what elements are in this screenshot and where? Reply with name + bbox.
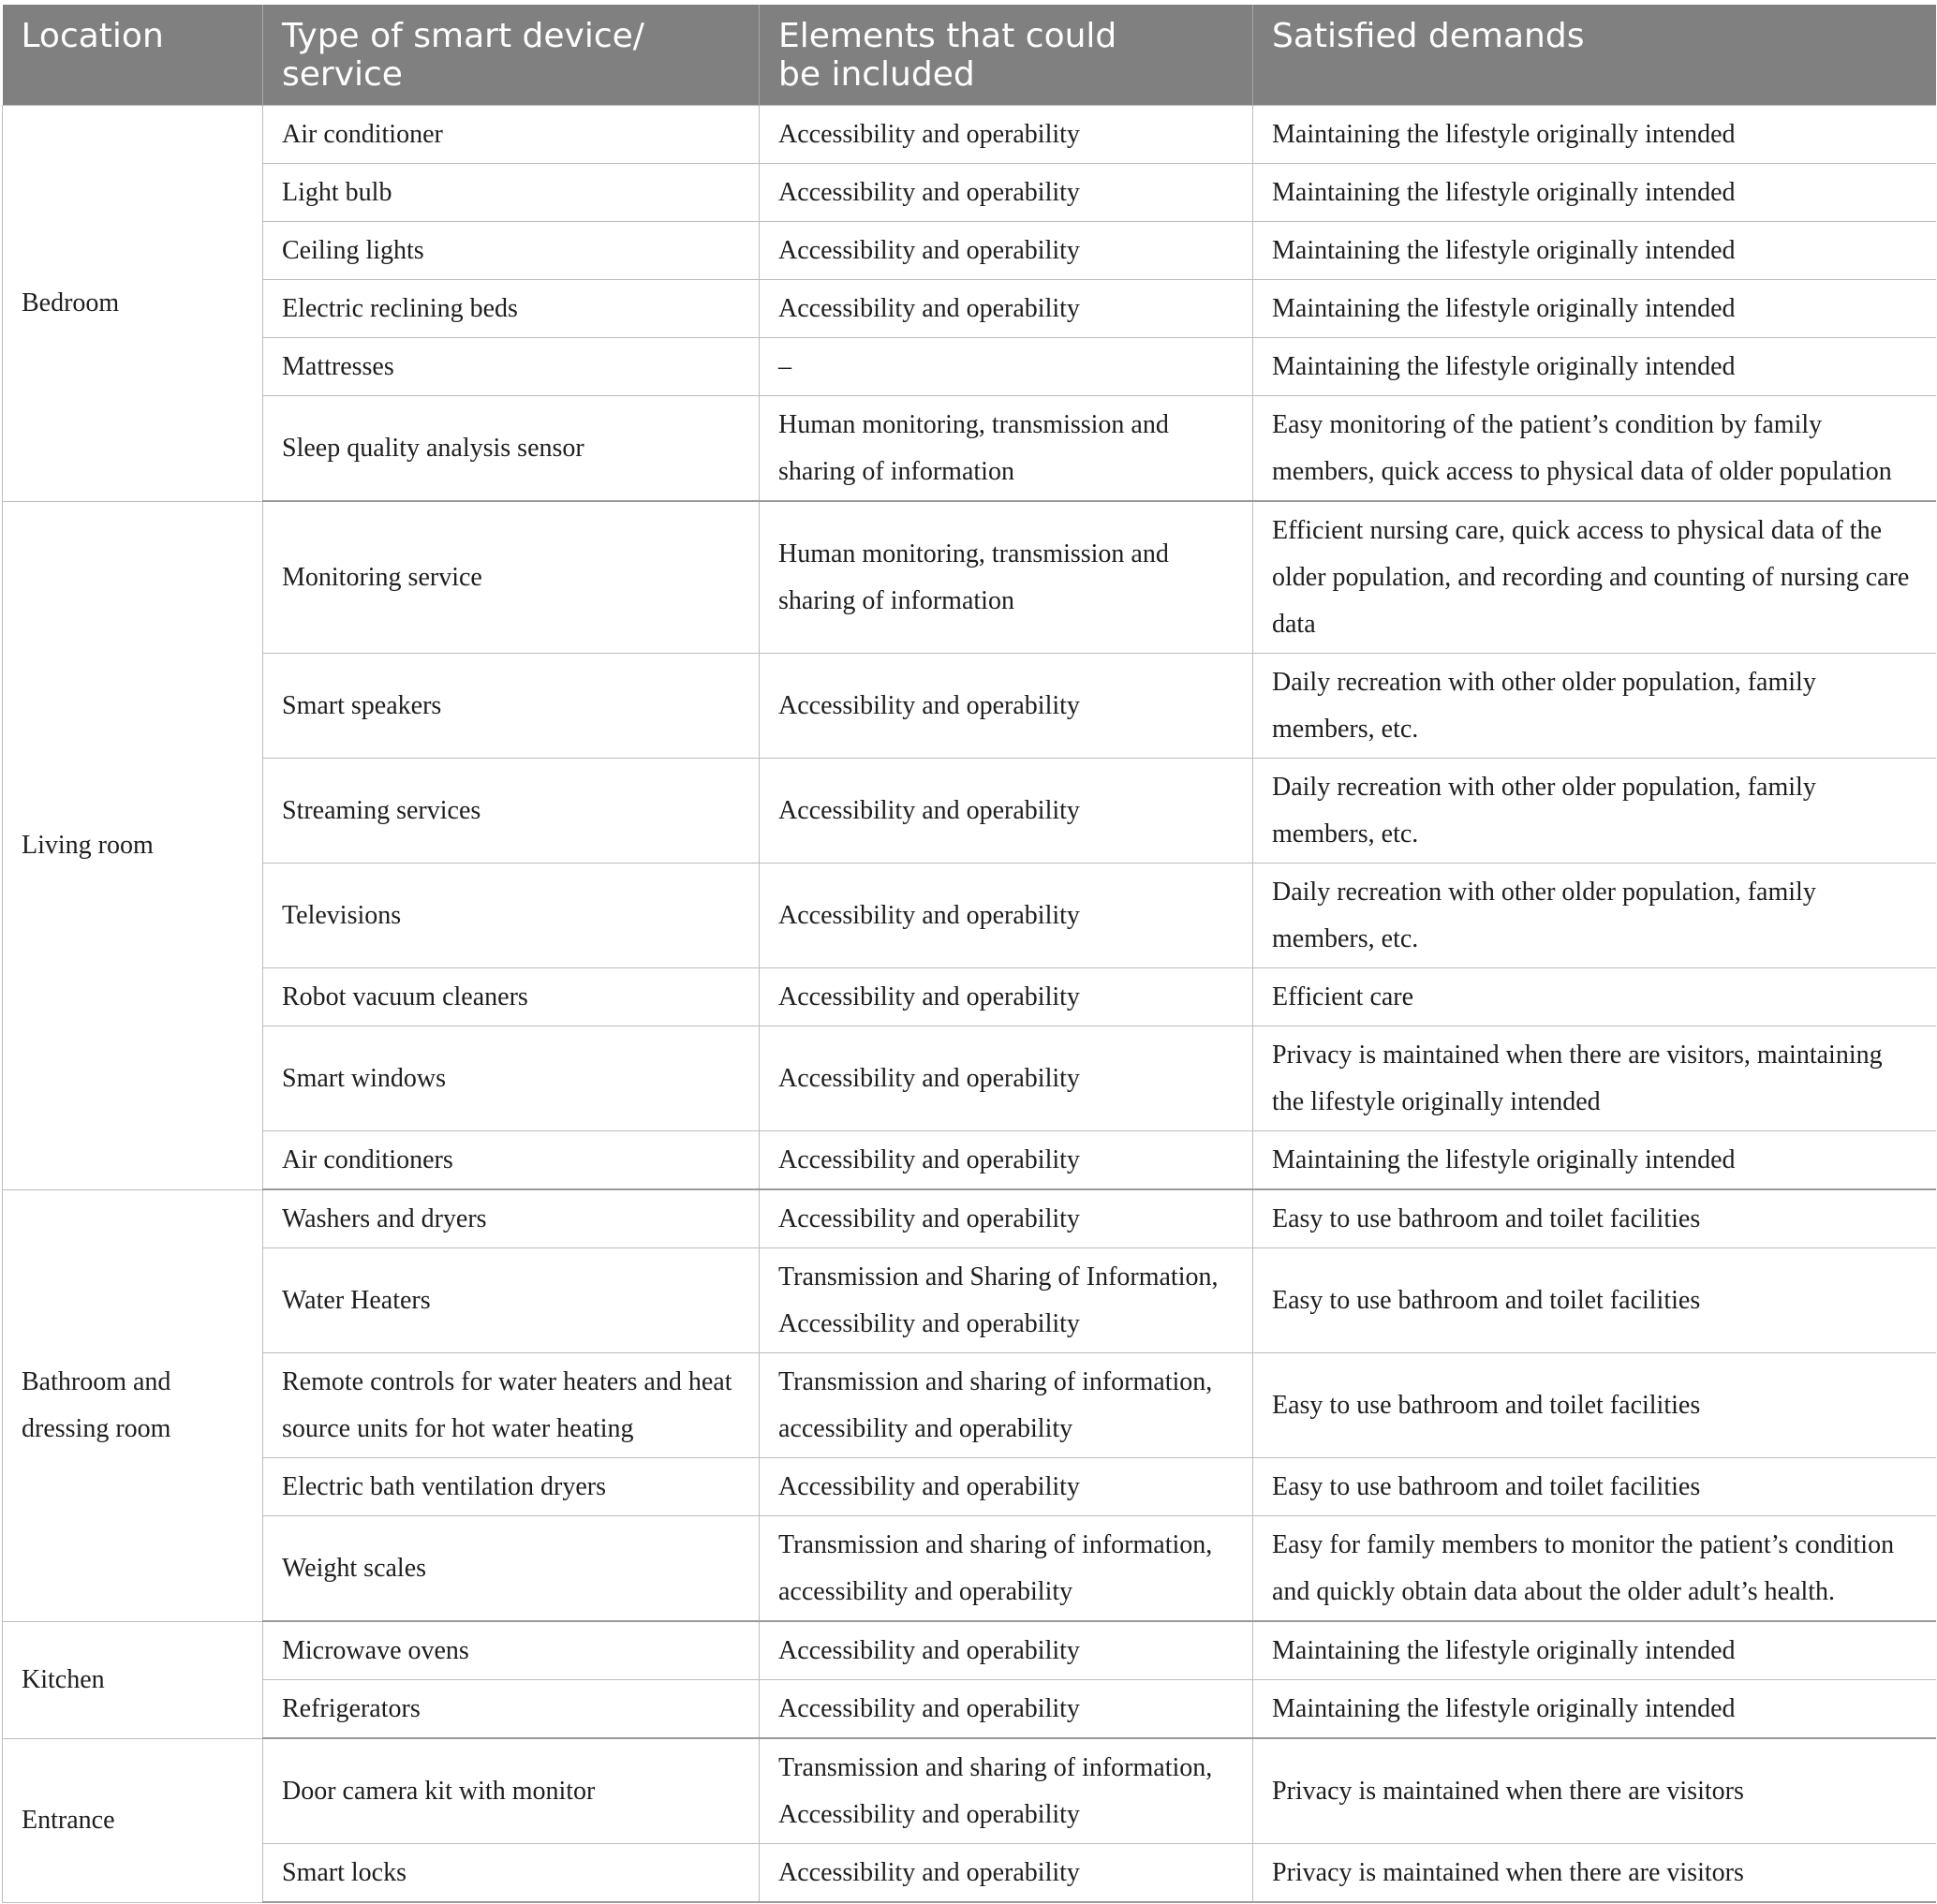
device-cell: Electric reclining beds [263,280,760,338]
demands-cell: Daily recreation with other older population, family members, etc. [1253,759,1936,863]
table-row [3,863,1936,968]
demands-cell: Maintaining the lifestyle originally intended [1253,222,1936,280]
location-cell-entrance: Entrance [3,1738,263,1902]
demands-cell: Efficient care [1253,968,1936,1026]
header-elements-line1: Elements that could [778,17,1117,55]
demands-cell: Easy monitoring of the patient’s condition by family members, quick access to physical data of older population [1253,396,1936,502]
table-row [3,396,1936,502]
device-cell: Remote controls for water heaters and heat source units for hot water heating [263,1353,760,1458]
table-row [3,968,1936,1026]
elements-cell: Human monitoring, transmission and sharing of information [760,396,1253,502]
smart-device-table [2,5,1936,1903]
table-row [3,1621,1936,1680]
device-cell: Smart windows [263,1026,760,1131]
device-cell: Ceiling lights [263,222,760,280]
table-row [3,1738,1936,1844]
table-row [3,1516,1936,1622]
location-cell-bathroom: Bathroom and dressing room [3,1189,263,1621]
elements-cell: Accessibility and operability [760,1621,1253,1680]
demands-cell: Privacy is maintained when there are visitors [1253,1844,1936,1903]
demands-cell: Efficient nursing care, quick access to physical data of the older population, and recording and counting of nursing care data [1253,501,1936,654]
device-cell: Washers and dryers [263,1189,760,1248]
elements-cell: Accessibility and operability [760,1458,1253,1516]
table-header [3,5,1936,106]
header-location [3,5,263,106]
elements-cell: Human monitoring, transmission and sharing of information [760,501,1253,654]
device-cell: Monitoring service [263,501,760,654]
header-elements [760,5,1253,106]
table-row [3,654,1936,759]
elements-cell: Accessibility and operability [760,759,1253,863]
elements-cell: – [760,338,1253,396]
elements-cell: Transmission and sharing of information, accessibility and operability [760,1516,1253,1622]
table-row [3,1844,1936,1903]
table-row [3,280,1936,338]
table-row [3,222,1936,280]
device-cell: Weight scales [263,1516,760,1622]
elements-cell: Accessibility and operability [760,164,1253,222]
demands-cell: Maintaining the lifestyle originally intended [1253,106,1936,164]
header-device-line2: service [282,55,403,94]
demands-cell: Maintaining the lifestyle originally intended [1253,1680,1936,1739]
device-cell: Air conditioners [263,1131,760,1190]
table-row [3,1026,1936,1131]
demands-cell: Privacy is maintained when there are visitors, maintaining the lifestyle originally intended [1253,1026,1936,1131]
elements-cell: Accessibility and operability [760,1026,1253,1131]
demands-cell: Maintaining the lifestyle originally intended [1253,164,1936,222]
demands-cell: Privacy is maintained when there are visitors [1253,1738,1936,1844]
device-cell: Refrigerators [263,1680,760,1739]
device-cell: Smart speakers [263,654,760,759]
demands-cell: Maintaining the lifestyle originally intended [1253,1131,1936,1190]
device-cell: Mattresses [263,338,760,396]
elements-cell: Transmission and sharing of information, Accessibility and operability [760,1738,1253,1844]
device-cell: Robot vacuum cleaners [263,968,760,1026]
elements-cell: Accessibility and operability [760,968,1253,1026]
device-cell: Sleep quality analysis sensor [263,396,760,502]
demands-cell: Easy to use bathroom and toilet facilities [1253,1189,1936,1248]
table-row [3,1680,1936,1739]
header-device-line1: Type of smart device/ [282,17,644,55]
table-row [3,759,1936,863]
demands-cell: Easy to use bathroom and toilet facilities [1253,1353,1936,1458]
demands-cell: Daily recreation with other older population, family members, etc. [1253,863,1936,968]
elements-cell: Accessibility and operability [760,863,1253,968]
elements-cell: Accessibility and operability [760,280,1253,338]
table-row [3,1131,1936,1190]
header-demands-text: Satisfied demands [1272,17,1585,55]
table-row [3,164,1936,222]
elements-cell: Accessibility and operability [760,654,1253,759]
demands-cell: Maintaining the lifestyle originally intended [1253,280,1936,338]
demands-cell: Easy to use bathroom and toilet facilities [1253,1248,1936,1353]
device-cell: Microwave ovens [263,1621,760,1680]
elements-cell: Accessibility and operability [760,106,1253,164]
header-device-type [263,5,760,106]
table-row [3,1353,1936,1458]
table-row [3,1458,1936,1516]
device-cell: Smart locks [263,1844,760,1903]
table-row [3,501,1936,654]
location-cell-bedroom: Bedroom [3,106,263,502]
demands-cell: Easy for family members to monitor the patient’s condition and quickly obtain data about the older adult’s health. [1253,1516,1936,1622]
device-cell: Water Heaters [263,1248,760,1353]
elements-cell: Accessibility and operability [760,1844,1253,1903]
elements-cell: Transmission and sharing of information, accessibility and operability [760,1353,1253,1458]
device-cell: Streaming services [263,759,760,863]
device-cell: Air conditioner [263,106,760,164]
device-cell: Door camera kit with monitor [263,1738,760,1844]
location-cell-living-room: Living room [3,501,263,1189]
elements-cell: Accessibility and operability [760,222,1253,280]
elements-cell: Accessibility and operability [760,1680,1253,1739]
demands-cell: Daily recreation with other older population, family members, etc. [1253,654,1936,759]
elements-cell: Accessibility and operability [760,1131,1253,1190]
table-row [3,1189,1936,1248]
table-row [3,106,1936,164]
elements-cell: Accessibility and operability [760,1189,1253,1248]
device-cell: Electric bath ventilation dryers [263,1458,760,1516]
demands-cell: Maintaining the lifestyle originally intended [1253,1621,1936,1680]
demands-cell: Easy to use bathroom and toilet facilities [1253,1458,1936,1516]
location-cell-kitchen: Kitchen [3,1621,263,1738]
device-cell: Televisions [263,863,760,968]
table-row [3,1248,1936,1353]
header-elements-line2: be included [778,55,975,94]
header-row [3,5,1936,106]
header-demands [1253,5,1936,106]
table-body [3,106,1936,1903]
header-location-text: Location [21,17,164,55]
device-cell: Light bulb [263,164,760,222]
elements-cell: Transmission and Sharing of Information, Accessibility and operability [760,1248,1253,1353]
demands-cell: Maintaining the lifestyle originally intended [1253,338,1936,396]
table-row [3,338,1936,396]
